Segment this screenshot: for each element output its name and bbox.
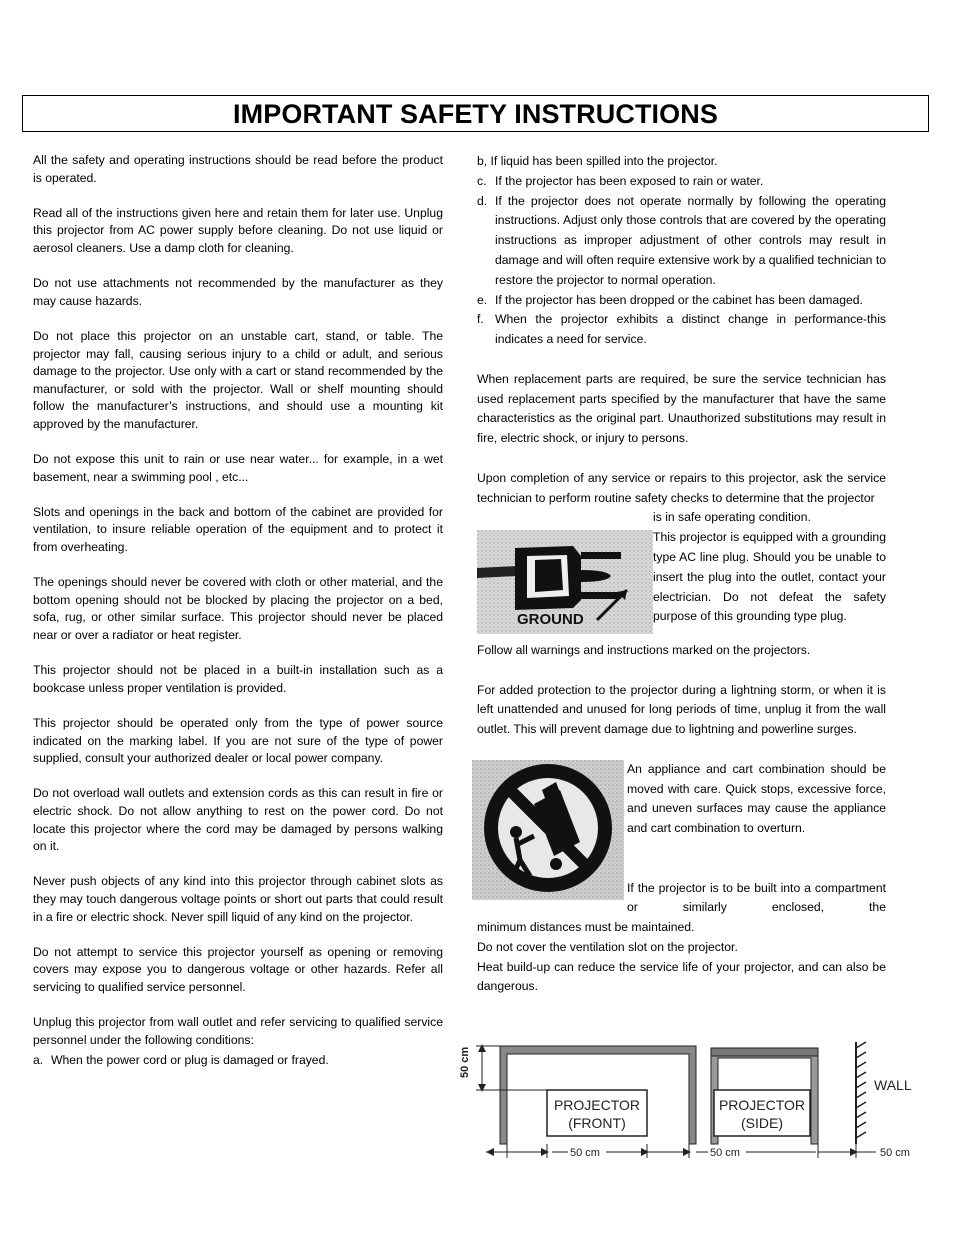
list-item [33,1052,443,1070]
list-item-label: a. [33,1053,44,1068]
paragraph: Do not overload wall outlets and extension cords as this can result in fire or electric shock. Do not allow anything to rest on the power cord. Do not locate this projector where the cord may be damaged by persons walking on it. [33,786,443,854]
dim-wall-label: 50 cm [880,1147,910,1159]
service-check-paragraph: Upon completion of any service or repairs to this projector, ask the service technician to perform routine safety checks to determine that the projector [477,470,886,505]
paragraph: The openings should never be covered with cloth or other material, and the bottom opening should not be blocked by placing the projector on a bed, sofa, rug, or other similar surface. This projector should never be placed near or over a radiator or heat register. [33,575,443,643]
lightning-paragraph: For added protection to the projector during a lightning storm, or when it is left unattended and unused for long periods of time, unplug it from the wall outlet. This will prevent damage due to lightning and powerline surges. [477,682,886,737]
list-item-label: f. [477,312,484,327]
cart-tipover-warning-icon [472,760,624,900]
projector-side-sublabel: (SIDE) [741,1115,783,1131]
paragraph: This projector should be operated only from the type of power source indicated on the marking label. If you are not sure of the type of power supplied, consult your authorized dealer or local power company. [33,716,443,766]
follow-paragraph: Follow all warnings and instructions marked on the projectors. [477,642,811,657]
paragraph: This projector should not be placed in a built-in installation such as a bookcase unless proper ventilation is provided. [33,663,443,695]
replacement-paragraph: When replacement parts are required, be sure the service technician has used replacement parts specified by the manufacturer that have the same characteristics as the original part. Unauthorized substitutions may result in fire, electric shock, or injury to persons. [477,371,886,446]
projector-side-label: PROJECTOR [718,1097,806,1113]
ground-block [477,528,886,641]
list-item-text: If the projector has been dropped or the cabinet has been damaged. [495,292,863,307]
clearance-diagram [456,1038,918,1164]
paragraph: Do not attempt to service this projector yourself as opening or removing covers may expose you to dangerous voltage or other hazards. Refer all servicing to qualified service personnel. [33,944,443,994]
list-item-label: d. [477,193,488,208]
heat-paragraph: Heat build-up can reduce the service life of your projector, and can also be dangerous. [477,959,886,994]
wall-label: WALL [874,1077,912,1093]
paragraph: Never push objects of any kind into this projector through cabinet slots as they may touch dangerous voltage points or short out parts that could result in a fire or electric shock. Never spill liquid of any kind on the projector. [33,874,443,924]
list-item [477,291,886,311]
list-item [477,310,886,350]
cart-block [477,760,886,918]
dim-vertical-label: 50 cm [459,1046,471,1078]
list-item-b: b, If liquid has been spilled into the projector. [477,154,718,168]
list-item-text: If the projector does not operate normally by following the operating instructions. Adjust only those controls that are covered by the operating instructions as improper adjustment of other controls may result in damage and will often require extensive work by a qualified technician to restore the projector to normal operation. [495,193,886,287]
compartment-continuation: minimum distances must be maintained. [477,920,695,935]
projector-front-sublabel: (FRONT) [568,1115,626,1131]
list-item-label: e. [477,292,488,307]
left-column [33,152,443,1070]
cart-warning-illustration [477,760,627,918]
title-box [22,95,929,132]
projector-front-label: PROJECTOR [553,1097,641,1113]
right-column [477,152,886,997]
paragraph: Read all of the instructions given here and retain them for later use. Unplug this projector from AC power supply before cleaning. Do not use liquid or aerosol cleaners. Use a damp cloth for cleaning. [33,205,443,255]
paragraph: Do not use attachments not recommended by the manufacturer as they may cause hazards. [33,276,443,308]
service-check-continuation: is in safe operating condition. [653,510,811,525]
ground-plug-illustration [477,528,653,641]
list-item [477,192,886,291]
dim-front-label: 50 cm [570,1147,600,1159]
wall-hatching [856,1042,866,1138]
paragraph: Unplug this projector from wall outlet and refer servicing to qualified service personnel under the following conditions: [33,1015,443,1047]
paragraph: Slots and openings in the back and bottom of the cabinet are provided for ventilation, to insure reliable operation of the equipment and to protect it from overheating. [33,504,443,555]
list-item-text: When the power cord or plug is damaged or frayed. [51,1053,329,1068]
ground-plug-icon [477,530,653,634]
list-item-label: c. [477,173,487,188]
list-item-text: When the projector exhibits a distinct change in performance-this indicates a need for service. [495,312,886,347]
list-item-text: If the projector has been exposed to rain or water. [495,173,764,188]
paragraph: All the safety and operating instructions should be read before the product is operated. [33,153,443,185]
page-title: IMPORTANT SAFETY INSTRUCTIONS [233,99,718,129]
cart-text-group [627,760,886,918]
list-item [477,172,886,192]
ventilation-paragraph: Do not cover the ventilation slot on the projector. [477,939,738,954]
compartment-paragraph: If the projector is to be built into a compartment or similarly enclosed, the [627,880,886,915]
paragraph: Do not expose this unit to rain or use near water... for example, in a wet basement, near a swimming pool , etc... [33,452,443,484]
paragraph: Do not place this projector on an unstable cart, stand, or table. The projector may fall, causing serious injury to a child or adult, and serious damage to the projector. Use only with a cart or stand recommended by the manufacturer, or sold with the projector. Wall or shelf mounting should follow the manufacturer’s instructions, and should use a mounting kit approved by the manufacturer. [33,328,443,431]
ground-text: This projector is equipped with a grounding type AC line plug. Should you be unable to insert the plug into the outlet, contact your electrician. Do not defeat the safety purpose of this grounding type plug. [653,530,886,624]
cart-paragraph: An appliance and cart combination should be moved with care. Quick stops, excessive force, and uneven surfaces may cause the appliance and cart combination to overturn. [627,761,886,836]
dim-between-label: 50 cm [710,1147,740,1159]
ground-label: GROUND [517,611,584,629]
